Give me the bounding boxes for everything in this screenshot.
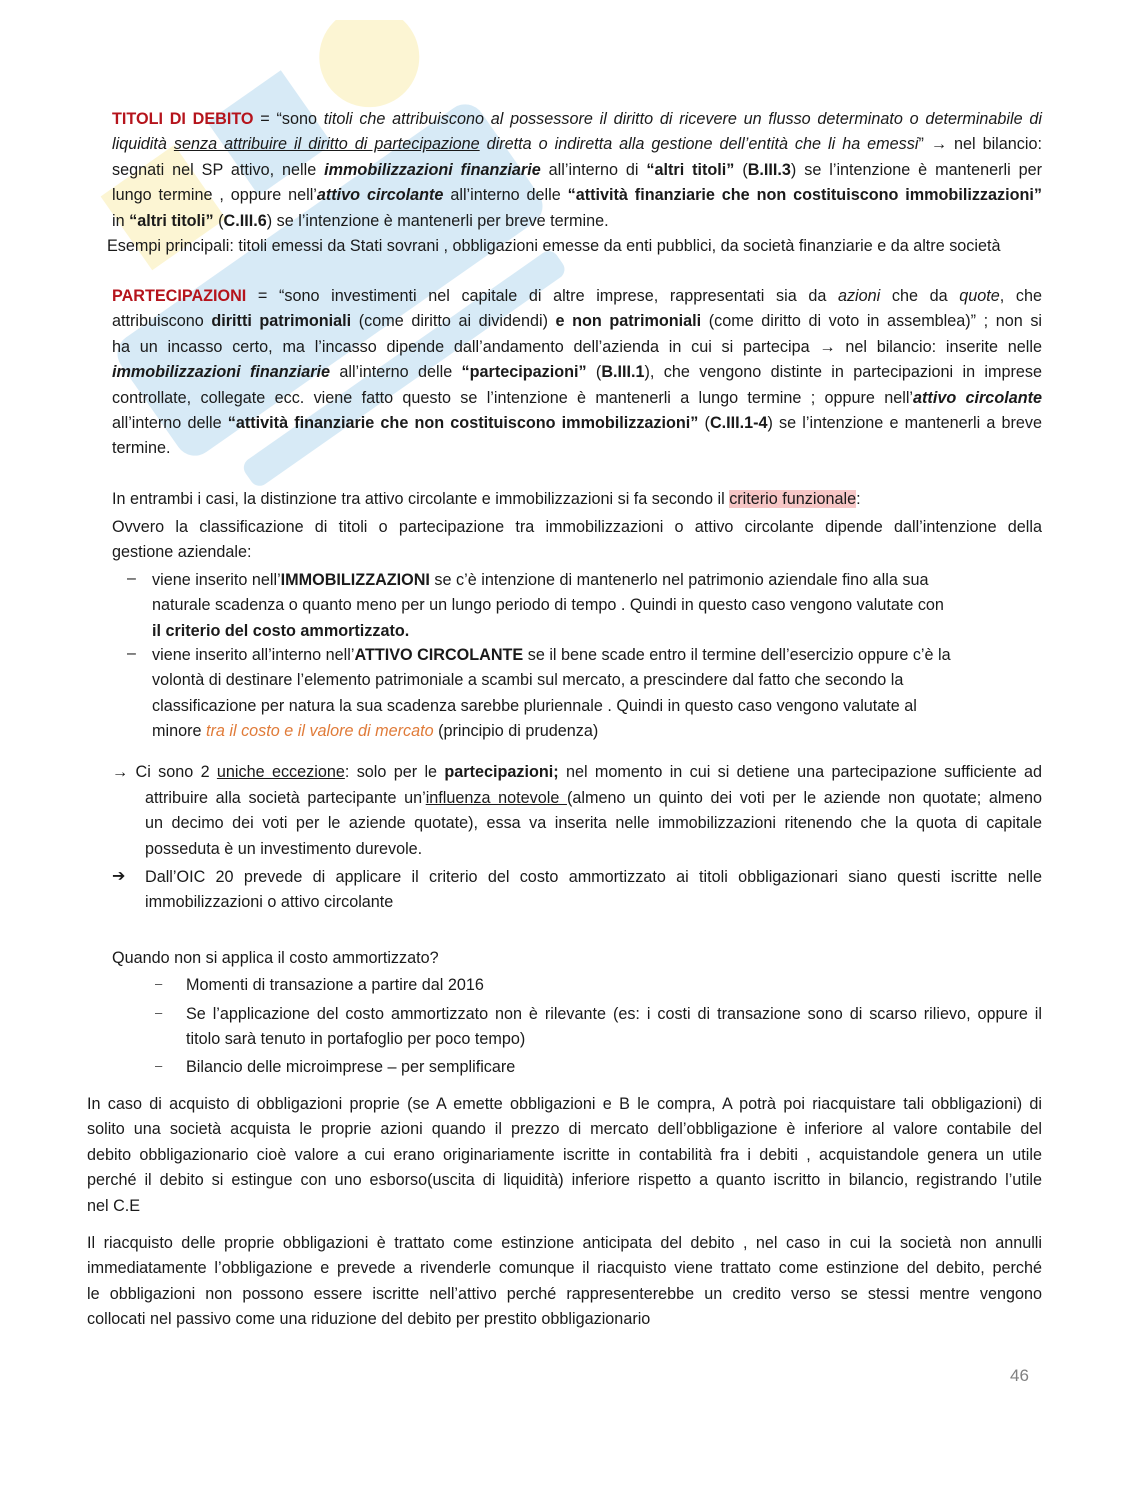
- entrambi-line: In entrambi i casi, la distinzione tra attivo circolante e immobilizzazioni si fa secondo il criterio funzionale:: [112, 490, 861, 508]
- page-number: 46: [1010, 1366, 1029, 1385]
- quando-item-3: Bilancio delle microimprese – per semplificare: [186, 1058, 516, 1076]
- eccezioni-paragraph: attribuire alla società partecipante un’influenza notevole (almeno un quinto dei voti per le aziende non quotate; almeno un decimo dei voti per le aziende quotate), essa va inserita nelle immobilizzazioni ritenendo che la quota di capitale posseduta è un investimento durevole.: [145, 789, 1042, 858]
- bullet-attivo-circolante: viene inserito all’interno nell’ATTIVO CIRCOLANTE se il bene scade entro il termine dell’esercizio oppure c’è la volontà di destinare l’elemento patrimoniale a scambi sul mercato, a prescindere dal fatto che secondo la classificazione per natura la sua scadenza sarebbe pluriennale . Quindi in questo caso vengono valutate al minore tra il costo e il valore di mercato (principio di prudenza): [152, 646, 951, 741]
- bullet-immobilizzazioni: viene inserito nell’IMMOBILIZZAZIONI se c’è intenzione di mantenerlo nel patrimonio aziendale fino alla sua naturale scadenza o quanto meno per un lungo periodo di tempo . Quindi in questo caso vengono valutate con il criterio del costo ammortizzato.: [152, 571, 944, 640]
- bullet-dash: –: [127, 645, 136, 662]
- watermark-logo-icon: [70, 20, 590, 540]
- riacquisto-paragraph: Il riacquisto delle proprie obbligazioni è trattato come estinzione anticipata del debito , nel caso in cui la società non annulli immediatamente l’obbligazione e prevede a rivenderle comunque il riacquisto viene trattato come estinzione del debito, perché le obbligazioni non possono essere iscritte nell’attivo perché rappresenterebbe un credito verso se stessi mentre vengono collocati nel passivo come una riduzione del debito per prestito obbligazionario: [87, 1234, 1042, 1329]
- esempi-line: Esempi principali: titoli emessi da Stati sovrani , obbligazioni emesse da enti pubblici, da società finanziarie e da altre società: [107, 237, 1001, 255]
- criterio-funzionale-highlight: criterio funzionale: [729, 490, 857, 508]
- acquisto-paragraph: In caso di acquisto di obbligazioni proprie (se A emette obbligazioni e B le compra, A potrà poi riacquistare tali obbligazioni) di solito una società acquista le proprie azioni quando il prezzo di mercato dell’obbligazione è inferiore al valore contabile del debito obbligazionario cioè valore a cui erano originariamente iscritte in contabilità fra i debiti , acquistandole genera un utile perché il debito si estingue con uno esborso(uscita di liquidità) inferiore rispetto a quanto iscritto in bilancio, registrando l’utile nel C.E: [87, 1095, 1042, 1215]
- partecipazioni-heading: PARTECIPAZIONI: [112, 287, 247, 305]
- eccezioni-first-line: → Ci sono 2 uniche eccezione: solo per le partecipazioni; nel momento in cui si detiene una partecipazione sufficiente ad: [112, 763, 1043, 781]
- titoli-paragraph: TITOLI DI DEBITO = “sono titoli che attribuiscono al possessore il diritto di ricevere un flusso determinato o determinabile di liquidità senza attribuire il diritto di partecipazione diretta o indiretta alla gestione dell’entità che li ha emessi” → nel bilancio: segnati nel SP attivo, nelle immobilizzazioni finanziarie all’interno di “altri titoli” (B.III.3) se l’intenzione è mantenerli per lungo termine , oppure nell’attivo circolante all’interno delle “attività finanziarie che non costituiscono immobilizzazioni” in “altri titoli” (C.III.6) se l’intenzione è mantenerli per breve termine.: [112, 110, 1042, 230]
- quando-item-1: Momenti di transazione a partire dal 2016: [186, 976, 484, 994]
- arrow-bullet-icon: ➔: [112, 868, 126, 885]
- quando-item-2: Se l’applicazione del costo ammortizzato non è rilevante (es: i costi di transazione sono di scarso rilievo, oppure il titolo sarà tenuto in portafoglio per poco tempo): [186, 1005, 1042, 1049]
- list-dash: –: [155, 976, 163, 991]
- ovvero-paragraph: Ovvero la classificazione di titoli o partecipazione tra immobilizzazioni o attivo circolante dipende dall’intenzione della gestione aziendale:: [112, 518, 1042, 562]
- bullet-dash: –: [127, 570, 136, 587]
- titoli-heading: TITOLI DI DEBITO: [112, 110, 254, 128]
- oic-paragraph: Dall’OIC 20 prevede di applicare il criterio del costo ammortizzato ai titoli obbligazionari siano questi iscritte nelle immobilizzazioni o attivo circolante: [145, 868, 1042, 912]
- list-dash: –: [155, 1058, 163, 1073]
- list-dash: –: [155, 1005, 163, 1020]
- quando-question: Quando non si applica il costo ammortizzato?: [112, 949, 439, 967]
- partecipazioni-paragraph: PARTECIPAZIONI = “sono investimenti nel capitale di altre imprese, rappresentati sia da azioni che da quote, che attribuiscono diritti patrimoniali (come diritto ai dividendi) e non patrimoniali (come diritto di voto in assemblea)” ; non si ha un incasso certo, ma l’incasso dipende dall’andamento dell’azienda in cui si partecipa → nel bilancio: inserite nelle immobilizzazioni finanziarie all’interno delle “partecipazioni” (B.III.1), che vengono distinte in partecipazioni in imprese controllate, collegate ecc. viene fatto questo se l’intenzione è mantenerli a lungo termine ; oppure nell’attivo circolante all’interno delle “attività finanziarie che non costituiscono immobilizzazioni” (C.III.1-4) se l’intenzione e mantenerli a breve termine.: [112, 287, 1043, 458]
